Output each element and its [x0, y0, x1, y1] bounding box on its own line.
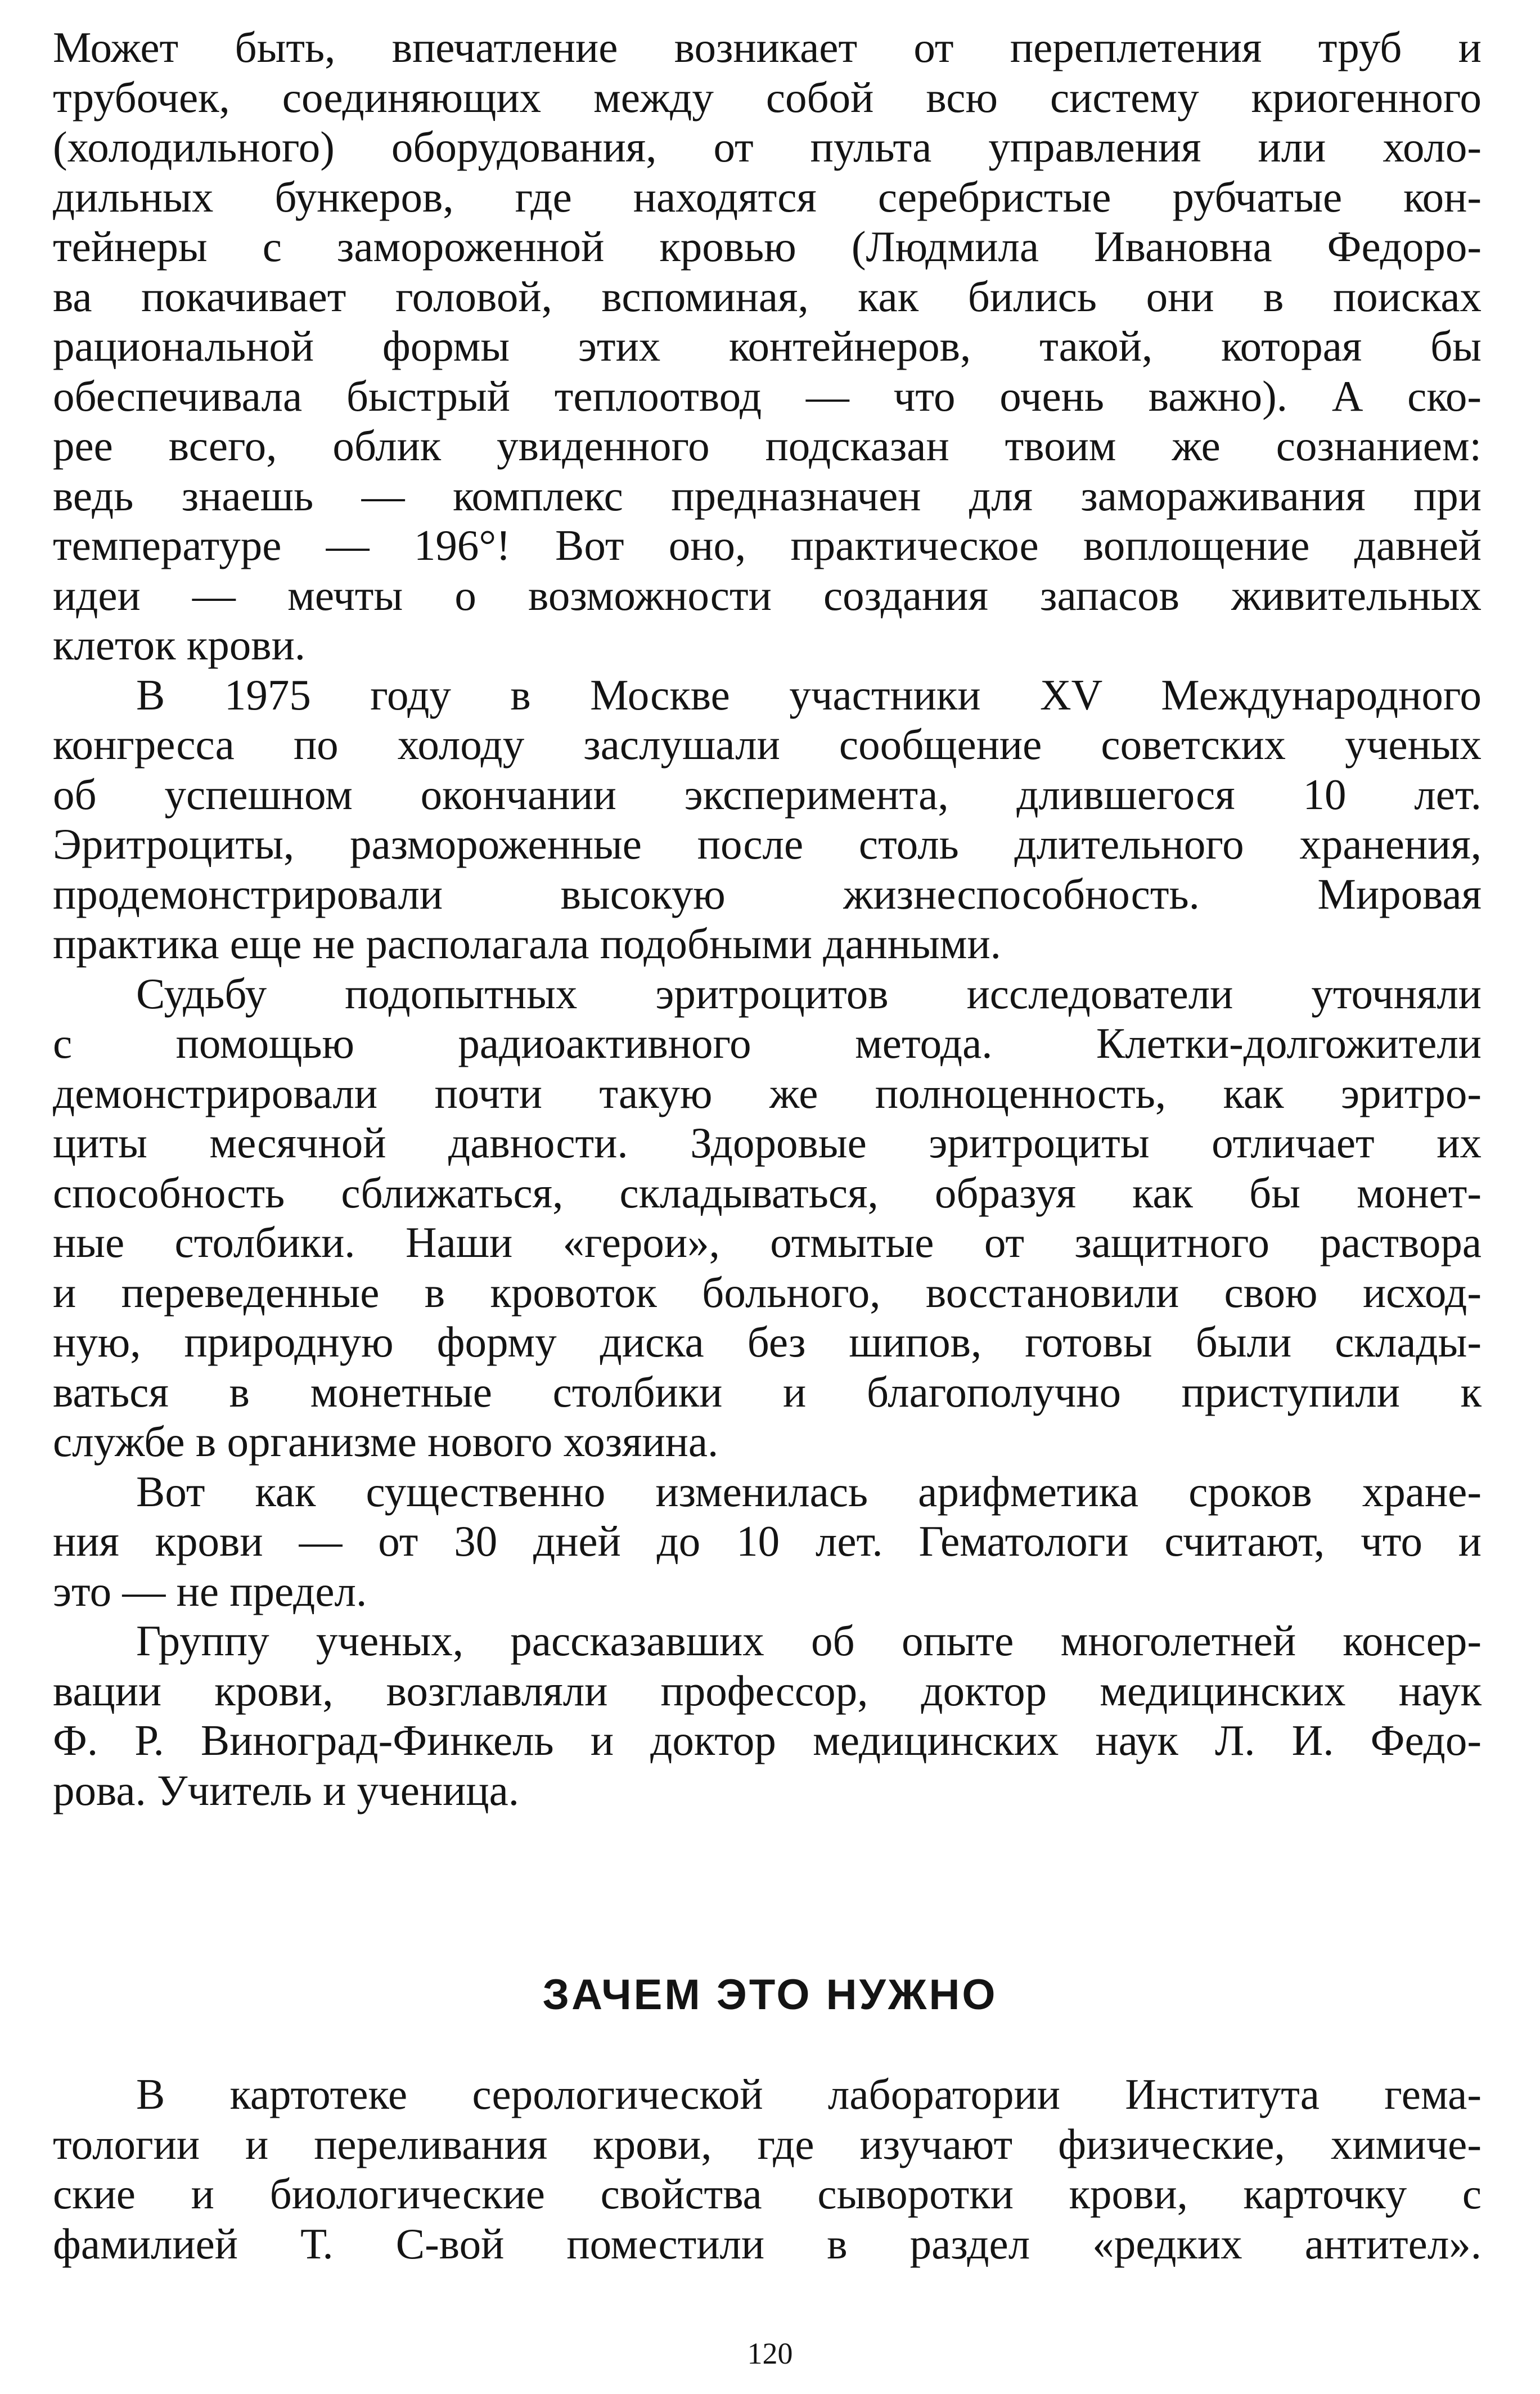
text-line: рее всего, облик увиденного подсказан твоим же сознанием: — [53, 421, 1482, 470]
paragraph-2 — [53, 670, 1482, 969]
text-line: рациональной формы этих контейнеров, такой, которая бы — [53, 322, 1482, 370]
text-line: ные столбики. Наши «герои», отмытые от защитного раствора — [53, 1218, 1482, 1266]
text-line: с помощью радиоактивного метода. Клетки-долгожители — [53, 1019, 1482, 1067]
text-line: об успешном окончании эксперимента, длившегося 10 лет. — [53, 770, 1482, 819]
text-line: идеи — мечты о возможности создания запасов живительных — [53, 571, 1482, 619]
text-line: В картотеке серологической лаборатории Института гема- — [136, 2070, 1482, 2118]
text-line: обеспечивала быстрый теплоотвод — что очень важно). А ско- — [53, 371, 1482, 420]
paragraph-4 — [53, 1467, 1482, 1616]
text-line: температуре — 196°! Вот оно, практическое воплощение давней — [53, 521, 1482, 569]
section-body-text — [53, 2069, 1482, 2269]
text-line: ваться в монетные столбики и благополучно приступили к — [53, 1367, 1482, 1416]
text-line: конгресса по холоду заслушали сообщение советских ученых — [53, 720, 1482, 769]
text-line: Судьбу подопытных эритроцитов исследователи уточняли — [136, 969, 1482, 1018]
text-line: продемонстрировали высокую жизнеспособность. Мировая — [53, 869, 1482, 918]
paragraph-1 — [53, 23, 1482, 670]
text-line: Вот как существенно изменилась арифметика сроков хране- — [136, 1467, 1482, 1516]
text-line: ские и биологические свойства сыворотки крови, карточку с — [53, 2170, 1482, 2218]
text-line: Эритроциты, размороженные после столь длительного хранения, — [53, 820, 1482, 868]
text-line: вации крови, возглавляли профессор, доктор медицинских наук — [53, 1666, 1482, 1715]
text-line: рова. Учитель и ученица. — [53, 1766, 519, 1814]
text-line: и переведенные в кровоток больного, восстановили свою исход- — [53, 1268, 1482, 1317]
text-line: ния крови — от 30 дней до 10 лет. Гематологи считают, что и — [53, 1517, 1482, 1565]
text-line: (холодильного) оборудования, от пульта управления или холо- — [53, 123, 1482, 171]
section-heading: ЗАЧЕМ ЭТО НУЖНО — [542, 1971, 998, 2019]
text-line: это — не предел. — [53, 1566, 367, 1615]
text-line: ва покачивает головой, вспоминая, как бились они в поисках — [53, 272, 1482, 321]
text-line: В 1975 году в Москве участники XV Международного — [136, 670, 1482, 719]
text-line: ведь знаешь — комплекс предназначен для замораживания при — [53, 471, 1482, 520]
text-line: Может быть, впечатление возникает от переплетения труб и — [53, 23, 1482, 71]
text-line: Группу ученых, рассказавших об опыте многолетней консер- — [136, 1616, 1482, 1665]
text-line: способность сближаться, складываться, образуя как бы монет- — [53, 1168, 1482, 1217]
text-line: Ф. Р. Виноград-Финкель и доктор медицинских наук Л. И. Федо- — [53, 1716, 1482, 1764]
text-line: клеток крови. — [53, 621, 306, 669]
text-line: практика еще не располагала подобными данными. — [53, 919, 1001, 968]
text-line: дильных бункеров, где находятся серебристые рубчатые кон- — [53, 172, 1482, 221]
text-line: трубочек, соединяющих между собой всю систему криогенного — [53, 73, 1482, 122]
page-number: 120 — [747, 2337, 793, 2370]
body-text — [53, 23, 1482, 1815]
text-line: циты месячной давности. Здоровые эритроциты отличает их — [53, 1119, 1482, 1167]
text-line: тейнеры с замороженной кровью (Людмила Ивановна Федоро- — [53, 222, 1482, 271]
text-line: службе в организме нового хозяина. — [53, 1417, 719, 1466]
paragraph-5 — [53, 1616, 1482, 1815]
paragraph-3 — [53, 969, 1482, 1467]
paragraph-6 — [53, 2069, 1482, 2269]
text-line: демонстрировали почти такую же полноценность, как эритро- — [53, 1068, 1482, 1117]
text-line: фамилией Т. С-вой поместили в раздел «редких антител». — [53, 2219, 1482, 2268]
text-line: тологии и переливания крови, где изучают физические, химиче- — [53, 2119, 1482, 2168]
text-line: ную, природную форму диска без шипов, готовы были склады- — [53, 1318, 1482, 1366]
